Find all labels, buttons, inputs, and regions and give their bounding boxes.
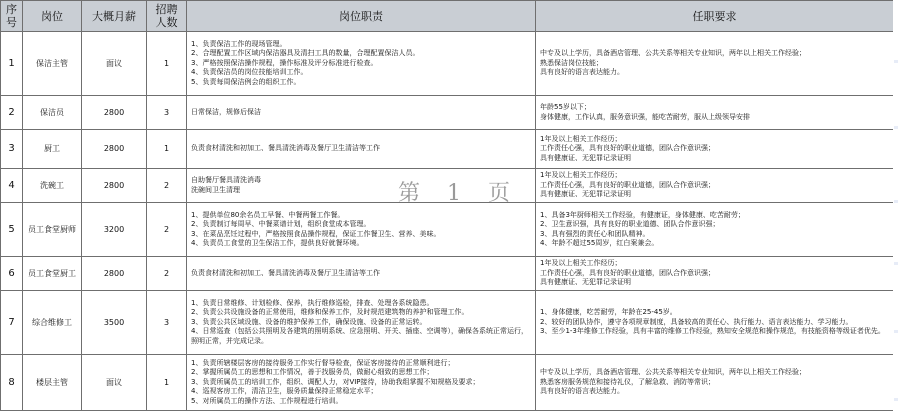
row-duties: 日常保洁，规修后保洁 xyxy=(187,96,536,130)
table-row xyxy=(1,291,894,355)
header-row xyxy=(1,1,894,32)
row-salary: 面议 xyxy=(82,355,147,411)
row-duties: 1、负责所辖楼层客房的接待服务工作实行督导检查，保证客房接待的正常顺利进行； 2、掌握所属员工的思想和工作情况，善于找服务员，做耐心细致的思想工作； 3、负责所属员工的培训工作，组织、调配人力，对VIP接待，协助我组掌握不知规格及要求； 4、巡视客房工作，清洁卫生，服务质量保持正常稳定水平； 5、对所属员工的操作方法、工作规程进行培训。 xyxy=(187,355,536,411)
edge-mark xyxy=(894,330,898,333)
row-count: 3 xyxy=(147,291,187,355)
edge-mark xyxy=(894,262,898,265)
edge-mark xyxy=(894,398,898,401)
edge-mark xyxy=(894,60,898,63)
row-requirements: 年龄55岁以下； 身体健康，工作认真，服务意识强，能吃苦耐劳，服从上级领导安排 xyxy=(536,96,894,130)
row-salary: 3500 xyxy=(82,291,147,355)
row-count: 1 xyxy=(147,32,187,96)
row-position: 厨工 xyxy=(23,130,82,169)
row-count: 2 xyxy=(147,203,187,257)
row-no: 7 xyxy=(1,291,23,355)
row-no: 1 xyxy=(1,32,23,96)
row-duties: 1、负责保洁工作的现场管理。 2、合理配置工作区域内保洁器具及清扫工具的数量，合理配置保洁人员。 3、严格按照保洁操作规程，操作标准及评分标准进行检查。 4、负责保洁员的岗位技能培训工作。 5、负责每周保洁例会的组织工作。 xyxy=(187,32,536,96)
edge-mark xyxy=(894,126,898,129)
row-duties: 1、负责日常维修、计划检修、保养，执行维修巡检，排查、处理各系统隐患。 2、负责公共设施设备的正常使用，维修和保养工作，及时规范建筑物的养护和管理工作。 3、负责公共区域设施、设备的维护保养工作，确保设施、设备的正常运转。 4、日常巡查（包括公共照明及各建筑的照明系统、应急照明、开关、插座、空调等），确保各系统正常运行，照明正常，并完成记录。 xyxy=(187,291,536,355)
row-count: 1 xyxy=(147,130,187,169)
row-no: 8 xyxy=(1,355,23,411)
row-position: 保洁员 xyxy=(23,96,82,130)
header-requirements: 任职要求 xyxy=(536,1,894,32)
row-requirements: 中专及以上学历，具备酒店管理、公共关系等相关专业知识，两年以上相关工作经验； 熟悉保洁岗位技能； 具有良好的语言表达能力。 xyxy=(536,32,894,96)
row-salary: 2800 xyxy=(82,169,147,203)
row-requirements: 1年及以上相关工作经历； 工作责任心强，具有良好的职业道德，团队合作意识强； 具有健康证、无犯罪记录证明 xyxy=(536,257,894,291)
row-salary: 2800 xyxy=(82,96,147,130)
row-count: 1 xyxy=(147,355,187,411)
header-duties: 岗位职责 xyxy=(187,1,536,32)
row-requirements: 中专及以上学历，具备酒店管理、公共关系等相关专业知识，两年以上相关工作经验； 熟悉客房服务规范和接待礼仪，了解急救、消防等常识； 具有良好的语言表达能力。 xyxy=(536,355,894,411)
table-row xyxy=(1,203,894,257)
header-no: 序 号 xyxy=(1,1,23,32)
row-duties: 自助餐厅餐具清洗消毒 洗碗间卫生清理 xyxy=(187,169,536,203)
header-count: 招聘 人数 xyxy=(147,1,187,32)
table-row xyxy=(1,96,894,130)
row-position: 保洁主管 xyxy=(23,32,82,96)
table-row xyxy=(1,257,894,291)
table-row xyxy=(1,355,894,411)
row-position: 洗碗工 xyxy=(23,169,82,203)
row-no: 5 xyxy=(1,203,23,257)
row-requirements: 1年及以上相关工作经历； 工作责任心强，具有良好的职业道德，团队合作意识强； 具有健康证、无犯罪记录证明 xyxy=(536,169,894,203)
row-salary: 面议 xyxy=(82,32,147,96)
row-no: 3 xyxy=(1,130,23,169)
row-count: 2 xyxy=(147,257,187,291)
row-count: 3 xyxy=(147,96,187,130)
header-salary: 大概月薪 xyxy=(82,1,147,32)
edge-mark xyxy=(894,200,898,203)
row-salary: 3200 xyxy=(82,203,147,257)
row-no: 6 xyxy=(1,257,23,291)
row-duties: 1、提供单位80余名员工早餐、中餐两餐工作餐。 2、负责制订每周早、中餐菜谱计划，组织食堂成本管理。 3、在菜品烹饪过程中，严格按照食品操作规程，保证工作餐卫生、营养、美味。 4、负责员工食堂的卫生保洁工作，提供良好就餐环境。 xyxy=(187,203,536,257)
row-requirements: 1、身体健康，吃苦耐劳，年龄在25-45岁。 2、较好的团队协作，遵守各项规章制度，具备较高的责任心、执行能力、语言表达能力、学习能力。 3、至少1-3年维修工作经验，具有丰富的维修工作经验，熟知安全规范和操作规范，有技能资格等级证者优先。 xyxy=(536,291,894,355)
row-requirements: 1、具备3年厨师相关工作经验，有健康证，身体健康、吃苦耐劳； 2、卫生意识强，具有良好的职业道德、团队合作意识强； 3、具有强烈的责任心和团队精神。 4、年龄不超过55周岁，红白案兼会。 xyxy=(536,203,894,257)
row-no: 2 xyxy=(1,96,23,130)
row-duties: 负责食材清洗和初加工、餐具清洗消毒及餐厅卫生清洁等工作 xyxy=(187,257,536,291)
table-row xyxy=(1,130,894,169)
row-position: 综合维修工 xyxy=(23,291,82,355)
row-position: 员工食堂厨师 xyxy=(23,203,82,257)
row-position: 员工食堂厨工 xyxy=(23,257,82,291)
row-duties: 负责食材清洗和初加工、餐具清洗消毒及餐厅卫生清洁等工作 xyxy=(187,130,536,169)
row-requirements: 1年及以上相关工作经历； 工作责任心强，具有良好的职业道德，团队合作意识强； 具有健康证、无犯罪记录证明 xyxy=(536,130,894,169)
row-no: 4 xyxy=(1,169,23,203)
row-salary: 2800 xyxy=(82,257,147,291)
row-salary: 2800 xyxy=(82,130,147,169)
page-watermark: 第 1 页 xyxy=(398,181,520,206)
row-count: 2 xyxy=(147,169,187,203)
table-row xyxy=(1,32,894,96)
header-position: 岗位 xyxy=(23,1,82,32)
row-position: 楼层主管 xyxy=(23,355,82,411)
